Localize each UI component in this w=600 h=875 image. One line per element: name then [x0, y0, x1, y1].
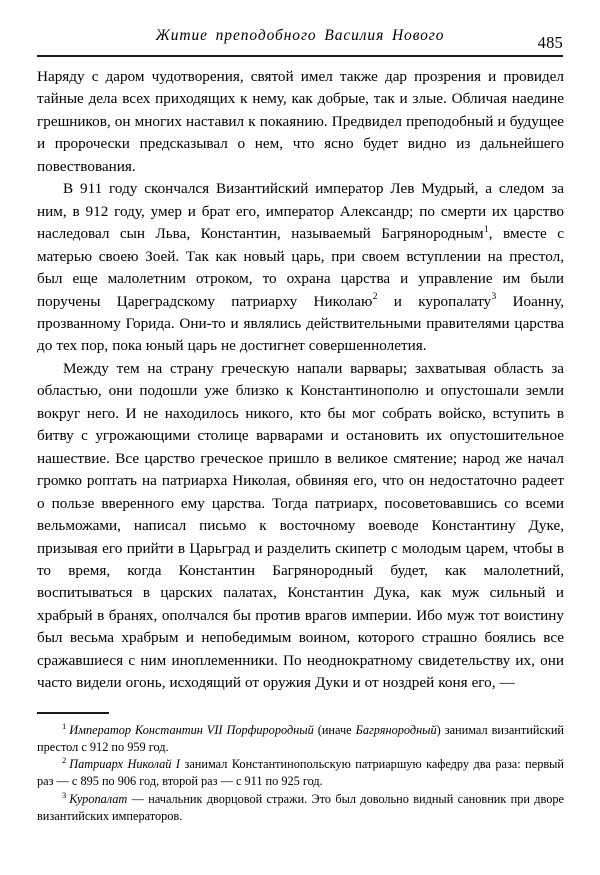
paragraph-2 — [37, 178, 564, 358]
footnote-3-title: Куропалат — [69, 791, 128, 806]
footnote-2 — [37, 756, 564, 790]
footnote-1-tail: ) занимал византийский престол с 912 по 959 год. — [37, 722, 564, 754]
paragraph-2-segment-c: и куропалату — [377, 292, 492, 310]
page-number: 485 — [537, 33, 563, 52]
footnote-1-marker: 1 — [62, 720, 67, 731]
footnote-2-tail: занимал Константинопольскую патриаршую кафедру два раза: первый раз — с 895 по 906 год, второй раз — с 911 по 925 год. — [37, 757, 564, 789]
footnote-ref-3[interactable]: 3 — [491, 292, 497, 303]
running-head-title: Житие преподобного Василия Нового — [155, 27, 445, 44]
footnote-1-alt-name: Багрянородный — [355, 722, 437, 737]
paragraph-2-segment-b: , вместе с матерью своею Зоей. Так как новый царь, при своем вступлении на престол, был еще малолетним отроком, то охрана царства и управление им были поручены Цареградскому патриарху Николаю — [37, 225, 564, 310]
footnote-3-tail: — начальник дворцовой стражи. Это был довольно видный сановник при дворе византийских императоров. — [37, 791, 564, 824]
footnote-ref-1[interactable]: 1 — [484, 225, 489, 236]
footnote-2-marker: 2 — [62, 755, 67, 766]
header-rule — [37, 55, 563, 57]
footnote-1-title: Император Константин VII Порфирородный — [69, 722, 314, 737]
paragraph-3: Между тем на страну греческую напали варвары; захватывая область за областью, они подошли уже близко к Константинополю и опустошали земли вокруг него. И не находилось никого, кто бы мог собрать войско, вступить в битву с угрожающими столице варварами и остановить их опустошительное нашествие. Все царство греческое пришло в великое смятение; народ же начал громко роптать на патриарха Николая, обвиняя его, что он недостаточно радеет о пользе вверенного ему царства. Тогда патриарх, посоветовавшись со всеми вельможами, написал письмо к восточному воеводе Константину Дуке, призывая его прийти в Царьград и разделить скипетр с молодым царем, чтобы в то время, когда Константин Багрянородный будет, как малолетний, воспитываться в царских палатах, Константин Дука, как муж сильный и храбрый в бранях, ополчался бы против врагов империи. Ибо муж тот воистину был весьма храбрым и непобедимым воином, которого страшно боялись все сражавшиеся с ним иноплеменники. По неоднократному свидетельству их, они часто видели огонь, исходящий от оружия Дуки и от ноздрей коня его, — — [37, 359, 564, 692]
footnote-3 — [37, 791, 564, 825]
footnote-3-marker: 3 — [62, 789, 67, 800]
paragraph-1: Наряду с даром чудотворения, святой имел также дар прозрения и провидел тайные дела всех приходящих к нему, как добрые, так и злые. Обличая наедине грешников, он многих наставил к покаянию. Предвидел преподобный и будущее и пророчески предсказывал о нем, что ясно будет видно из дальнейшего повествования. — [37, 68, 564, 175]
paragraph-2-segment-d: Иоанну, прозванному Горида. Они-то и являлись действительными правителями царства до тех пор, пока юный царь не достигнет совершеннолетия. — [37, 292, 564, 355]
paragraph-2-segment-a: В 911 году скончался Византийский император Лев Мудрый, а следом за ним, в 912 году, умер и брат его, император Александр; по смерти их царство наследовал сын Льва, Константин, называемый Багрянородным — [37, 180, 564, 243]
footnote-1 — [37, 722, 564, 756]
footnote-separator-rule — [37, 712, 109, 714]
running-head — [37, 27, 563, 53]
footnote-2-title: Патриарх Николай I — [69, 757, 180, 772]
footnote-1-mid: (иначе — [313, 722, 356, 737]
body-text — [37, 66, 564, 695]
footnote-block — [37, 712, 564, 825]
footnote-ref-2[interactable]: 2 — [372, 292, 378, 303]
